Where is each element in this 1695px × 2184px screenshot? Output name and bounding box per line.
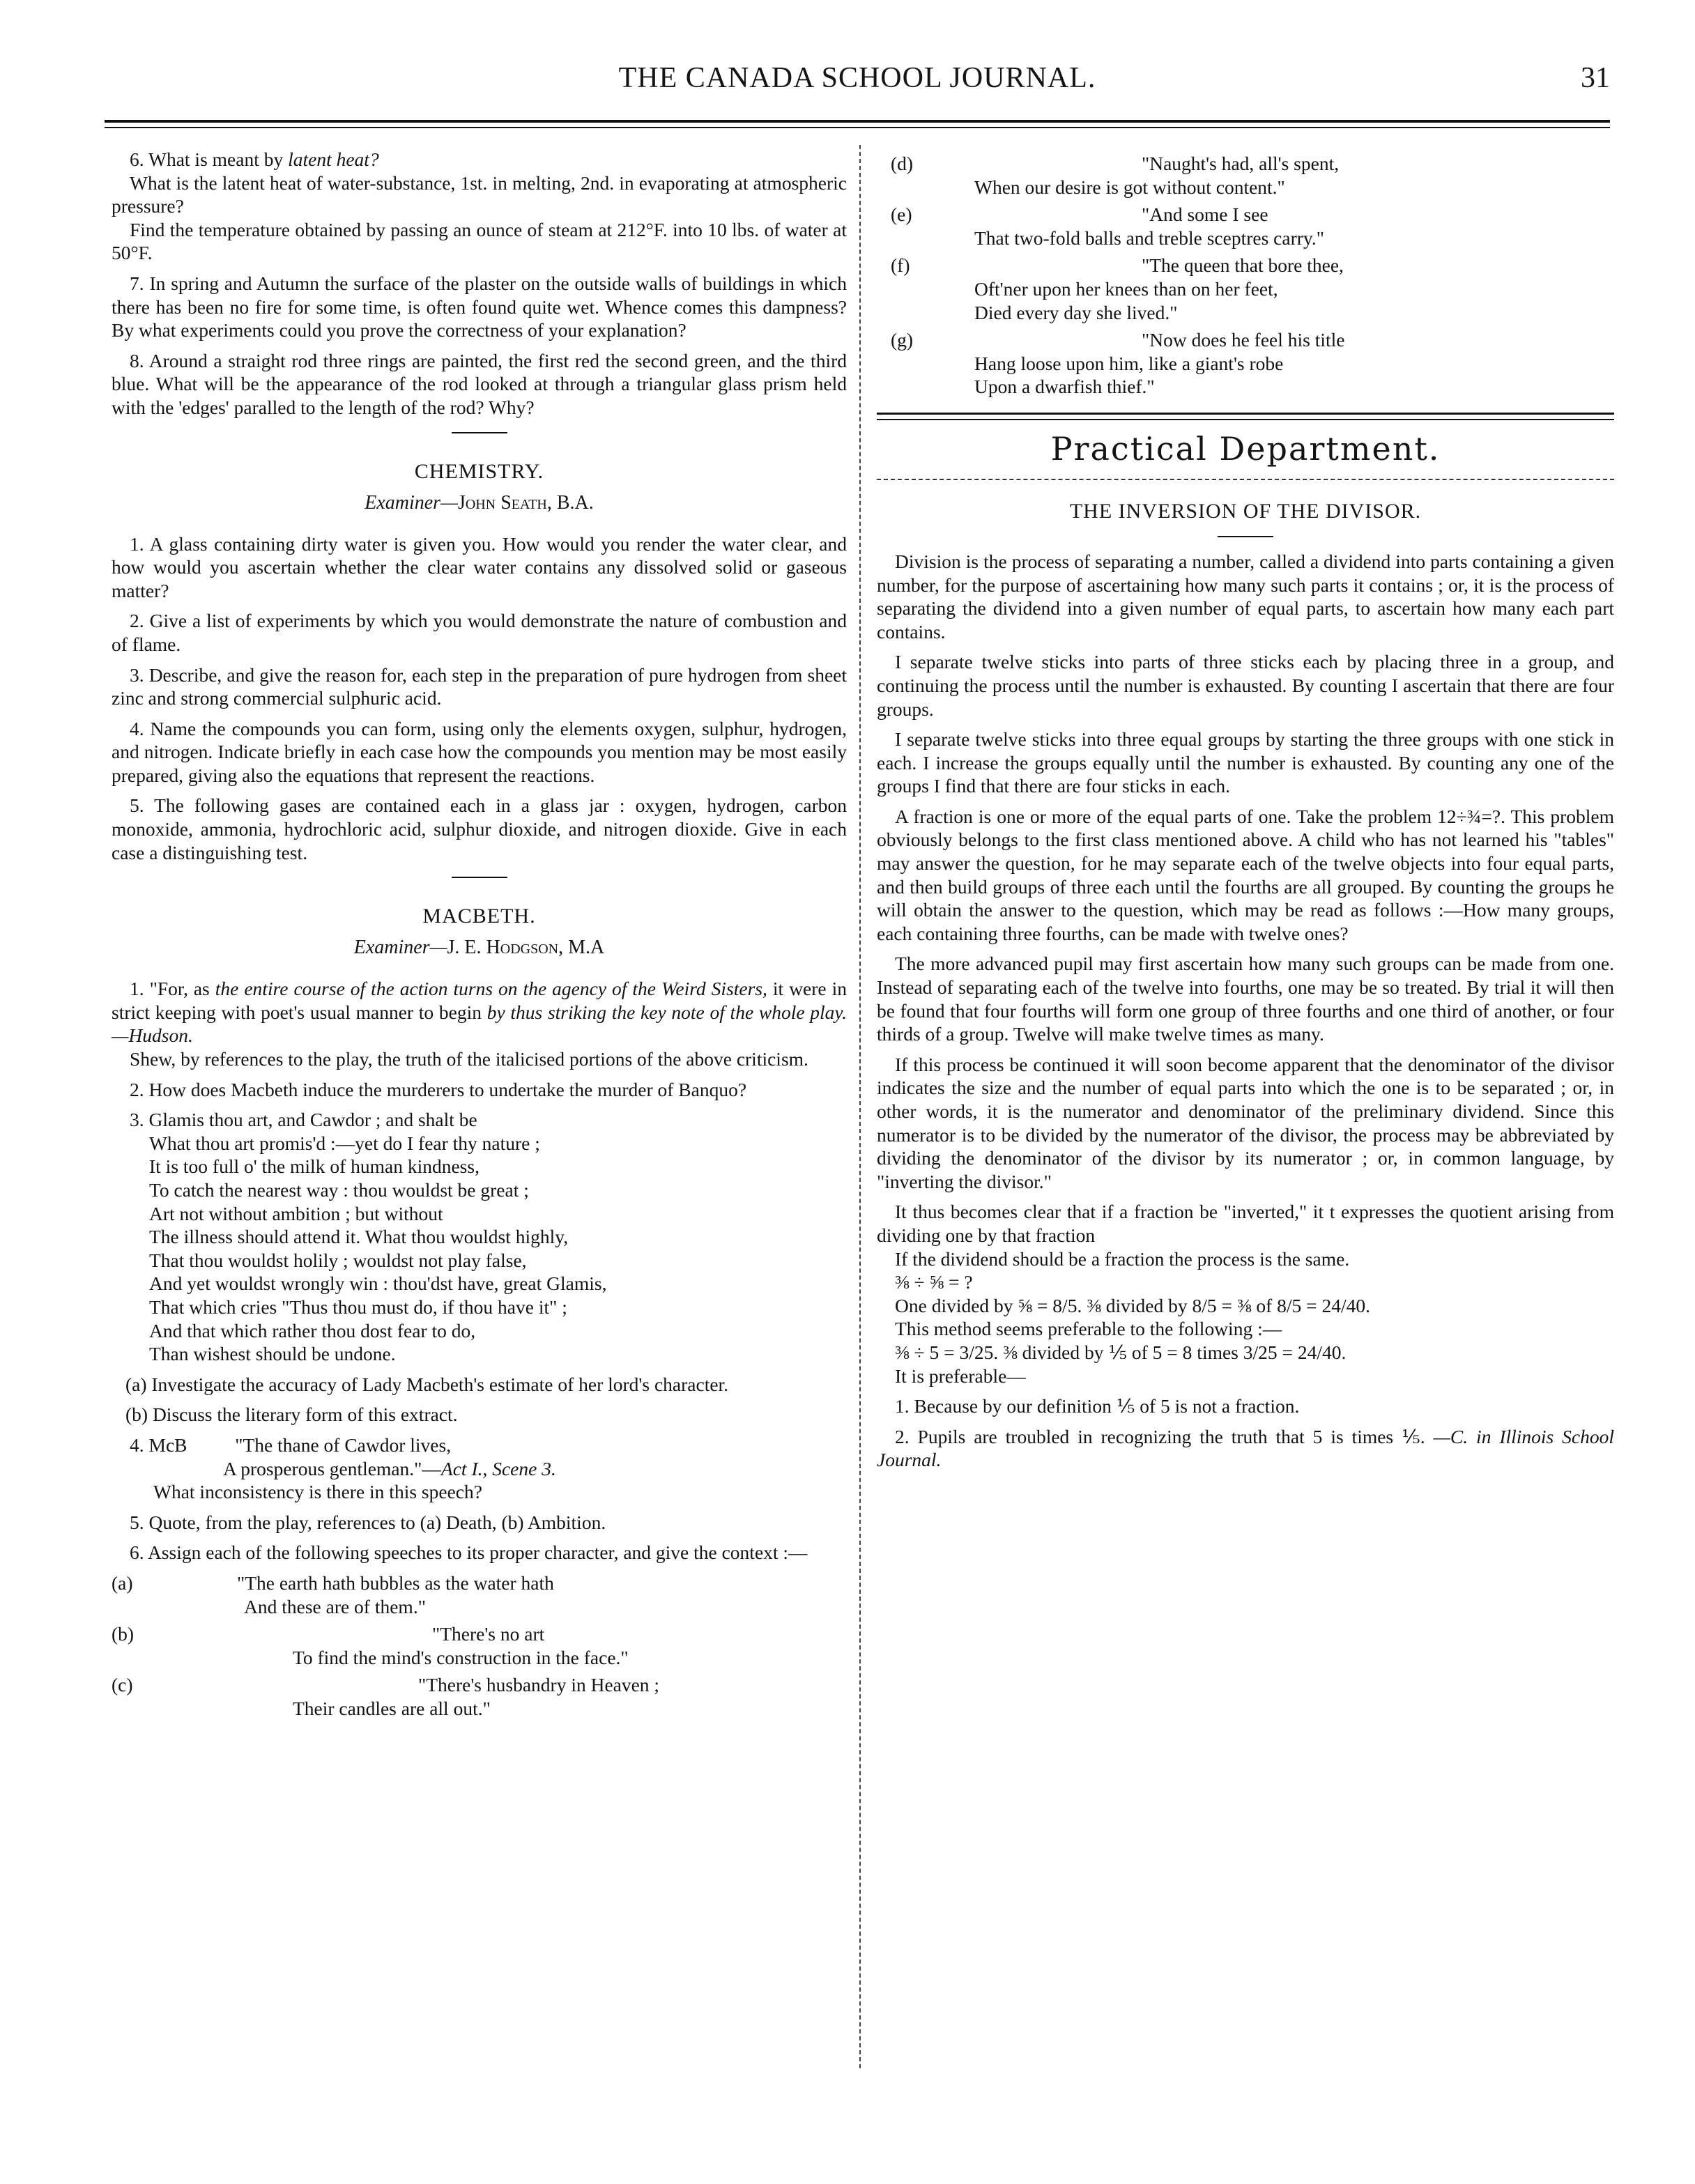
- macbeth-q3a: (a) Investigate the accuracy of Lady Macbeth's estimate of her lord's character.: [125, 1373, 729, 1395]
- macbeth-q5: 5. Quote, from the play, references to (a) Death, (b) Ambition.: [130, 1511, 606, 1533]
- chemistry-q1: 1. A glass containing dirty water is given you. How would you render the water clear, and how would you ascertain whether the clear water contains any dissolved solid or gaseous matter?: [112, 532, 847, 601]
- article-para-3: I separate twelve sticks into three equal groups by starting the three groups with one stick in each. I increase the groups equally until the number is exhausted. By counting any one of the groups I find that there are four sticks in each.: [877, 728, 1614, 797]
- right-column: [877, 148, 1614, 1472]
- article-para-2: I separate twelve sticks into parts of three sticks each by placing three in a group, and continuing the process until the number is exhausted. By counting I ascertain that there are four groups.: [877, 651, 1614, 720]
- macbeth-q3-verse: 3. Glamis thou art, and Cawdor ; and shalt be What thou art promis'd :—yet do I fear thy nature ; It is too full o' the milk of human kindness, To catch the nearest way : thou wouldst be great ; Art not without ambition ; but without The illness should attend it. What thou wouldst highly, That thou wouldst holily ; wouldst not play false, And yet wouldst wrongly win : thou'dst have, great Glamis, That which cries "Thus thou must do, if thou have it" ; And that which rather thou dost fear to do, Than wishest should be undone.: [130, 1109, 607, 1365]
- macbeth-q2: 2. How does Macbeth induce the murderers to undertake the murder of Banquo?: [130, 1078, 747, 1100]
- running-title: THE CANADA SCHOOL JOURNAL.: [618, 62, 1096, 94]
- header-rule-bottom: [105, 127, 1610, 128]
- header-rule-top: [105, 120, 1610, 123]
- physics-q6: 6. What is meant by latent heat? What is the latent heat of water-substance, 1st. in melting, 2nd. in evaporating at atmospheric pressure? Find the temperature obtained by passing an ounce of steam at 212°F. into 10 lbs. of water at 50°F.: [112, 148, 847, 264]
- speech-g: (g) "Now does he feel his title Hang loose upon him, like a giant's robe Upon a dwarfish thief.": [891, 329, 1345, 398]
- chemistry-q2: 2. Give a list of experiments by which you would demonstrate the nature of combustion and of flame.: [112, 610, 847, 655]
- article-rule: [1218, 536, 1273, 537]
- macbeth-q1-instruction: Shew, by references to the play, the truth of the italicised portions of the above criticism.: [130, 1048, 808, 1070]
- macbeth-title: MACBETH.: [422, 905, 536, 928]
- credit: —C. in Illinois School Journal.: [877, 1425, 1615, 1471]
- page-number: 31: [1581, 62, 1610, 94]
- speech-e: (e) "And some I see That two-fold balls and treble sceptres carry.": [891, 203, 1324, 249]
- speech-d: (d) "Naught's had, all's spent, When our desire is got without content.": [891, 153, 1340, 198]
- department-rule-lower: [877, 479, 1614, 480]
- macbeth-q4: 4. McB "The thane of Cawdor lives, A prosperous gentleman."—Act I., Scene 3. What inconsistency is there in this speech?: [130, 1433, 556, 1503]
- chemistry-q4: 4. Name the compounds you can form, using only the elements oxygen, sulphur, hydrogen, and nitrogen. Indicate briefly in each case how the compounds you mention may be most easily prepared, giving also the equations that represent the reactions.: [112, 717, 847, 786]
- article-title: THE INVERSION OF THE DIVISOR.: [1069, 499, 1422, 523]
- chemistry-title: CHEMISTRY.: [414, 459, 544, 483]
- physics-q7: 7. In spring and Autumn the surface of the plaster on the outside walls of buildings in which there has been no fire for some time, is often found quite wet. Whence comes this dampness? By what experiments could you prove the correctness of your explanation?: [112, 272, 847, 341]
- article-para-7: It thus becomes clear that if a fraction be "inverted," it t expresses the quotient arising from dividing one by that fraction: [877, 1201, 1614, 1246]
- worked-example: If the dividend should be a fraction the process is the same. ⅜ ÷ ⅝ = ? One divided by ⅝ = 8/5. ⅜ divided by 8/5 = ⅜ of 8/5 = 24/40. This method seems preferable to the following :— ⅜ ÷ 5 = 3/25. ⅜ divided by ⅕ of 5 = 8 times 3/25 = 24/40. It is preferable—: [895, 1247, 1371, 1387]
- speech-a: (a) "The earth hath bubbles as the water hath And these are of them.": [112, 1571, 554, 1617]
- article-para-5: The more advanced pupil may first ascertain how many such groups can be made from one. Instead of separating each of the twelve into fourths, one may be so treated. By trial it will then be found that four fourths will form one group of three fourths and one third of another, or four thirds of a group. Twelve will make twelve times as many.: [877, 953, 1614, 1045]
- article-para-6: If this process be continued it will soon become apparent that the denominator of the divisor indicates the size and the number of equal parts into which the one is to be separated ; or, in other words, it is the numerator and denominator of the preliminary dividend. Since this numerator is to be divided by the numerator of the divisor, the process may be abbreviated by dividing the denominator of the divisor by its numerator ; or, in common language, by "inverting the divisor.": [877, 1053, 1614, 1192]
- page-header: [105, 61, 1610, 110]
- speech-f: (f) "The queen that bore thee, Oft'ner upon her knees than on her feet, Died every day she lived.": [891, 254, 1344, 323]
- article-para-4: A fraction is one or more of the equal parts of one. Take the problem 12÷¾=?. This problem obviously belongs to the first class mentioned above. A child who has not learned his "tables" may answer the question, for he may separate each of the twelve objects into four equal parts, and then build groups of three each until the fourths are all grouped. By counting the groups he will obtain the answer to the question, which may be read as follows :—How many groups, each containing three fourths, can be made with twelve ones?: [877, 805, 1614, 944]
- chemistry-q5: 5. The following gases are contained each in a glass jar : oxygen, hydrogen, carbon monoxide, ammonia, hydrochloric acid, sulphur dioxide, and nitrogen dioxide. Give in each case a distinguishing test.: [112, 794, 847, 863]
- column-divider: [859, 145, 861, 2068]
- reason-1: 1. Because by our definition ⅕ of 5 is not a fraction.: [895, 1395, 1300, 1417]
- speech-b: (b) "There's no art To find the mind's construction in the face.": [112, 1623, 629, 1668]
- speech-c: (c) "There's husbandry in Heaven ; Their candles are all out.": [112, 1674, 660, 1719]
- left-column: [112, 148, 847, 1724]
- macbeth-q1: 1. "For, as the entire course of the action turns on the agency of the Weird Sisters, it were in strict keeping with poet's usual manner to begin by thus striking the key note of the whole play.—Hudson.: [112, 978, 848, 1047]
- physics-q8: 8. Around a straight rod three rings are painted, the first red the second green, and the third blue. What will be the appearance of the rod looked at through a triangular glass prism held with the 'edges' paralled to the length of the rod? Why?: [112, 349, 847, 418]
- article-para-1: Division is the process of separating a number, called a dividend into parts containing a given number, for the purpose of ascertaining how many such parts it contains ; or, it is the process of separating the dividend into a given number of equal parts, to ascertain how many each part contains.: [877, 550, 1614, 643]
- section-rule: [452, 877, 507, 878]
- department-title: Practical Department.: [1050, 429, 1441, 468]
- macbeth-q6: 6. Assign each of the following speeches to its proper character, and give the context :—: [130, 1541, 808, 1564]
- macbeth-examiner: Examiner—J. E. Hodgson, M.A: [353, 937, 605, 959]
- section-rule: [452, 432, 507, 433]
- department-rule: [877, 413, 1614, 420]
- chemistry-examiner: Examiner—John Seath, B.A.: [365, 491, 594, 514]
- macbeth-q3b: (b) Discuss the literary form of this extract.: [125, 1404, 458, 1426]
- chemistry-q3: 3. Describe, and give the reason for, each step in the preparation of pure hydrogen from sheet zinc and strong commercial sulphuric acid.: [112, 663, 847, 709]
- reason-2: 2. Pupils are troubled in recognizing the truth that 5 is times ⅕. —C. in Illinois School Journal.: [877, 1425, 1615, 1471]
